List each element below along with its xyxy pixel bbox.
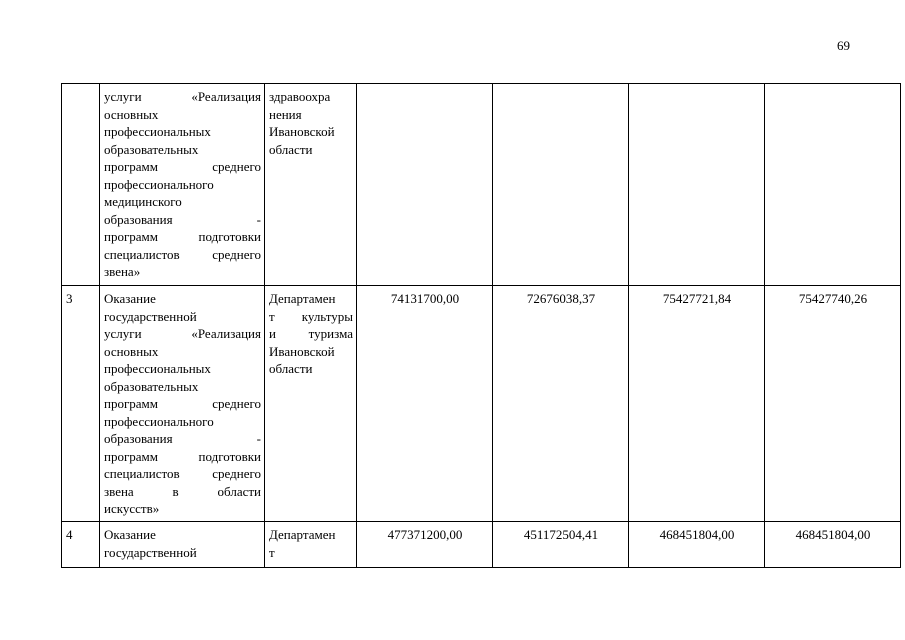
value-cell: 477371200,00: [357, 522, 493, 568]
service-name-line: специалистов среднего: [104, 246, 261, 262]
value-cell: 75427721,84: [629, 286, 765, 522]
service-name-line: программ подготовки: [104, 448, 261, 464]
service-name-line: звена»: [104, 264, 141, 279]
service-name-line: основных: [104, 343, 159, 359]
value-cell: 451172504,41: [493, 522, 629, 568]
service-name-line: профессиональных: [104, 361, 211, 376]
service-name-line: профессионального: [104, 176, 214, 192]
department-line: здравоохра: [269, 89, 331, 104]
department-line: области: [269, 361, 313, 376]
department-line: нения: [269, 106, 302, 122]
row-number-cell: [62, 84, 100, 286]
service-name-line: специалистов среднего: [104, 466, 261, 481]
service-name-cell: [100, 286, 265, 522]
value-cell: 468451804,00: [765, 522, 901, 568]
department-line: Департамен: [269, 527, 336, 542]
department-line: Департамен: [269, 291, 336, 306]
service-name-line: программ подготовки: [104, 229, 261, 244]
page-number: 69: [837, 38, 850, 53]
row-number-cell: 3: [62, 286, 100, 522]
department-line: области: [269, 141, 313, 157]
row-number-cell: 4: [62, 522, 100, 568]
value-cell: [493, 84, 629, 286]
service-name-line: профессионального: [104, 413, 214, 429]
service-name-line: услуги «Реализация: [104, 326, 261, 341]
value-cell: [629, 84, 765, 286]
table-row: [62, 286, 901, 522]
department-cell: [265, 286, 357, 522]
service-name-line: образования -: [104, 431, 261, 446]
service-name-line: Оказание: [104, 527, 156, 542]
department-line: и туризма: [269, 326, 353, 341]
value-cell: 74131700,00: [357, 286, 493, 522]
value-cell: 75427740,26: [765, 286, 901, 522]
service-name-line: услуги «Реализация: [104, 89, 261, 104]
table-row: [62, 84, 901, 286]
value-cell: [765, 84, 901, 286]
value-cell: 468451804,00: [629, 522, 765, 568]
service-name-line: звена в области: [104, 483, 261, 499]
budget-table: [61, 83, 901, 568]
department-line: Ивановской: [269, 124, 335, 139]
service-name-line: медицинского: [104, 194, 182, 209]
service-name-line: искусств»: [104, 501, 160, 516]
service-name-line: Оказание: [104, 291, 156, 306]
value-cell: 72676038,37: [493, 286, 629, 522]
value-cell: [357, 84, 493, 286]
service-name-line: профессиональных: [104, 124, 211, 139]
service-name-cell: [100, 522, 265, 568]
service-name-line: образования -: [104, 211, 261, 227]
service-name-line: образовательных: [104, 141, 199, 157]
service-name-line: программ среднего: [104, 159, 261, 174]
service-name-line: государственной: [104, 544, 197, 560]
service-name-cell: [100, 84, 265, 286]
department-line: т культуры: [269, 308, 353, 324]
service-name-line: образовательных: [104, 378, 199, 394]
service-name-line: программ среднего: [104, 396, 261, 411]
department-line: Ивановской: [269, 343, 335, 359]
service-name-line: основных: [104, 106, 159, 122]
service-name-line: государственной: [104, 308, 197, 324]
department-cell: [265, 84, 357, 286]
table-row: [62, 522, 901, 568]
department-line: т: [269, 544, 275, 560]
department-cell: [265, 522, 357, 568]
